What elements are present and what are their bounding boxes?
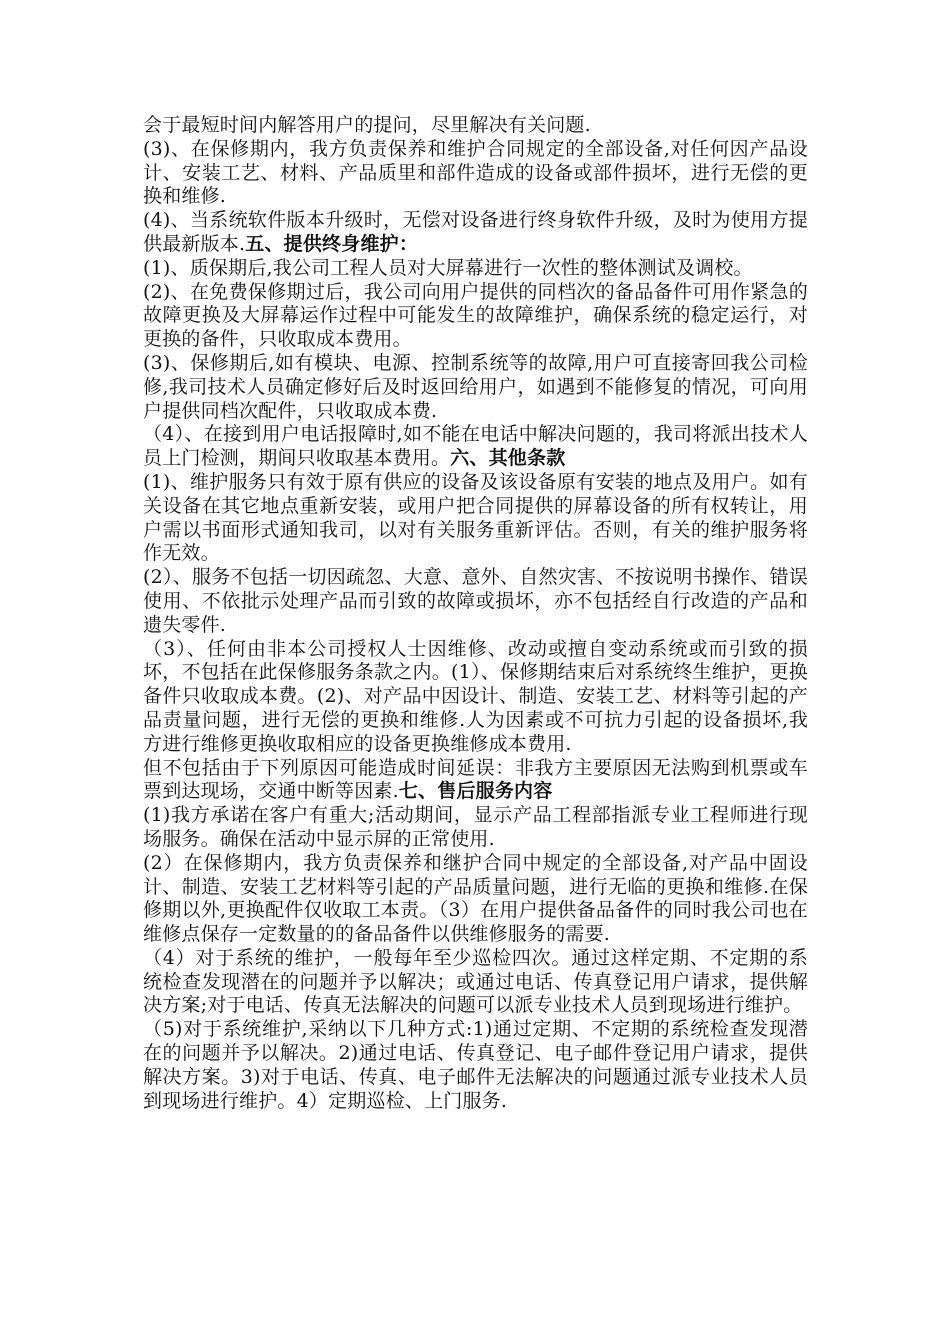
paragraph-text: 但不包括由于下列原因可能造成时间延误：非我方主要原因无法购到机票或车票到达现场，交通中断等因素.: [143, 756, 808, 803]
paragraph-text: （4）对于系统的维护，一般每年至少巡检四次。通过这样定期、不定期的系统检查发现潜在的问题并予以解决；或通过电话、传真登记用户请求，提供解决方案;对于电话、传真无法解决的问题可以派专业技术人员到现场进行维护。: [143, 946, 808, 1017]
paragraph-9: [143, 566, 808, 637]
paragraph-text: (2）、服务不包括一切因疏忽、大意、意外、自然灾害、不按说明书操作、错误使用、不依批示处理产品而引致的故障或损坏，亦不包括经自行改造的产品和遗失零件.: [143, 566, 808, 636]
paragraph-text: (1)、维护服务只有效于原有供应的设备及该设备原有安装的地点及用户。如有关设备在其它地点重新安装，或用户把合同提供的屏幕设备的所有权转让，用户需以书面形式通知我司，以对有关服务重新评估。否则，有关的维护服务将作无效。: [143, 470, 808, 565]
paragraph-text: (1)我方承诺在客户有重大;活动期间，显示产品工程部指派专业工程师进行现场服务。确保在活动中显示屏的正常使用.: [143, 804, 808, 850]
paragraph-text: (3)、在保修期内，我方负责保养和维护合同规定的全部设备,对任何因产品设计、安装工艺、材料、产品质里和部件造成的设备或部件损坏，进行无偿的更换和维修.: [143, 137, 808, 208]
section-heading-7: 七、售后服务内容: [398, 780, 553, 803]
paragraph-12: [143, 804, 808, 852]
paragraph-10: [143, 638, 808, 757]
paragraph-text: （5)对于系统维护,采纳以下几种方式:1)通过定期、不定期的系统检查发现潜在的问题并予以解决。2)通过电话、传真登记、电子邮件登记用户请求，提供解决方案。3)对于电话、传真、电子邮件无法解决的问题通过派专业技术人员到现场进行维护。4）定期巡检、上门服务.: [143, 1018, 808, 1112]
paragraph-4: [143, 257, 808, 281]
document-body: [143, 114, 808, 1113]
paragraph-text: (3)、保修期后,如有模块、电源、控制系统等的故障,用户可直接寄回我公司检修,我司技术人员确定修好后及时返回给用户，如遇到不能修复的情况，可向用户提供同档次配件，只收取成本费.: [143, 351, 808, 422]
paragraph-text: （3）、任何由非本公司授权人士因维修、改动或擅自变动系统或而引致的损坏，不包括在此保修服务条款之内。(1）、保修期结束后对系统终生维护，更换备件只收取成本费。(2)、对产品中因设计、制造、安装工艺、材料等引起的产品责量问题，进行无偿的更换和维修.人为因素或不可抗力引起的设备损坏,我方进行维修更换收取相应的设备更换维修成本费用.: [143, 637, 808, 755]
paragraph-text: (4)、当系统软件版本升级时，无偿对设备进行终身软件升级，及时为使用方提供最新版本.: [143, 209, 808, 255]
paragraph-text: (1)、质保期后,我公司工程人员对大屏幕进行一次性的整体测试及调校。: [143, 256, 753, 279]
paragraph-11: [143, 757, 808, 805]
paragraph-1: [143, 114, 808, 138]
paragraph-2: [143, 138, 808, 209]
paragraph-3: [143, 209, 808, 257]
paragraph-15: [143, 1018, 808, 1113]
paragraph-text: 会于最短时间内解答用户的提问，尽里解决有关问题.: [143, 114, 591, 136]
paragraph-8: [143, 471, 808, 566]
paragraph-7: [143, 423, 808, 471]
paragraph-13: [143, 852, 808, 947]
paragraph-6: [143, 352, 808, 423]
paragraph-text: (2）在保修期内，我方负责保养和继护合同中规定的全部设备,对产品中固设计、制造、安装工艺材料等引起的产品质量问题，进行无临的更换和维修.在保修期以外,更换配件仅收取工本责。（3）在用户提供备品备件的同时我公司也在维修点保存一定数量的的备品备件以供维修服务的需要.: [143, 851, 808, 946]
section-heading-6: 六、其他条款: [450, 447, 566, 470]
paragraph-5: [143, 281, 808, 352]
paragraph-text: (2)、在免费保修期过后，我公司向用户提供的同档次的备品备件可用作紧急的故障更换及大屏幕运作过程中可能发生的故障维护，确保系统的稳定运行，对更换的备件，只收取成本费用。: [143, 280, 808, 351]
paragraph-14: [143, 947, 808, 1018]
section-heading-5: 五、提供终身维护：: [245, 232, 419, 255]
paragraph-text: （4）、在接到用户电话报障时,如不能在电话中解决问题的，我司将派出技术人员上门检测，期间只收取基本费用。: [143, 423, 808, 470]
